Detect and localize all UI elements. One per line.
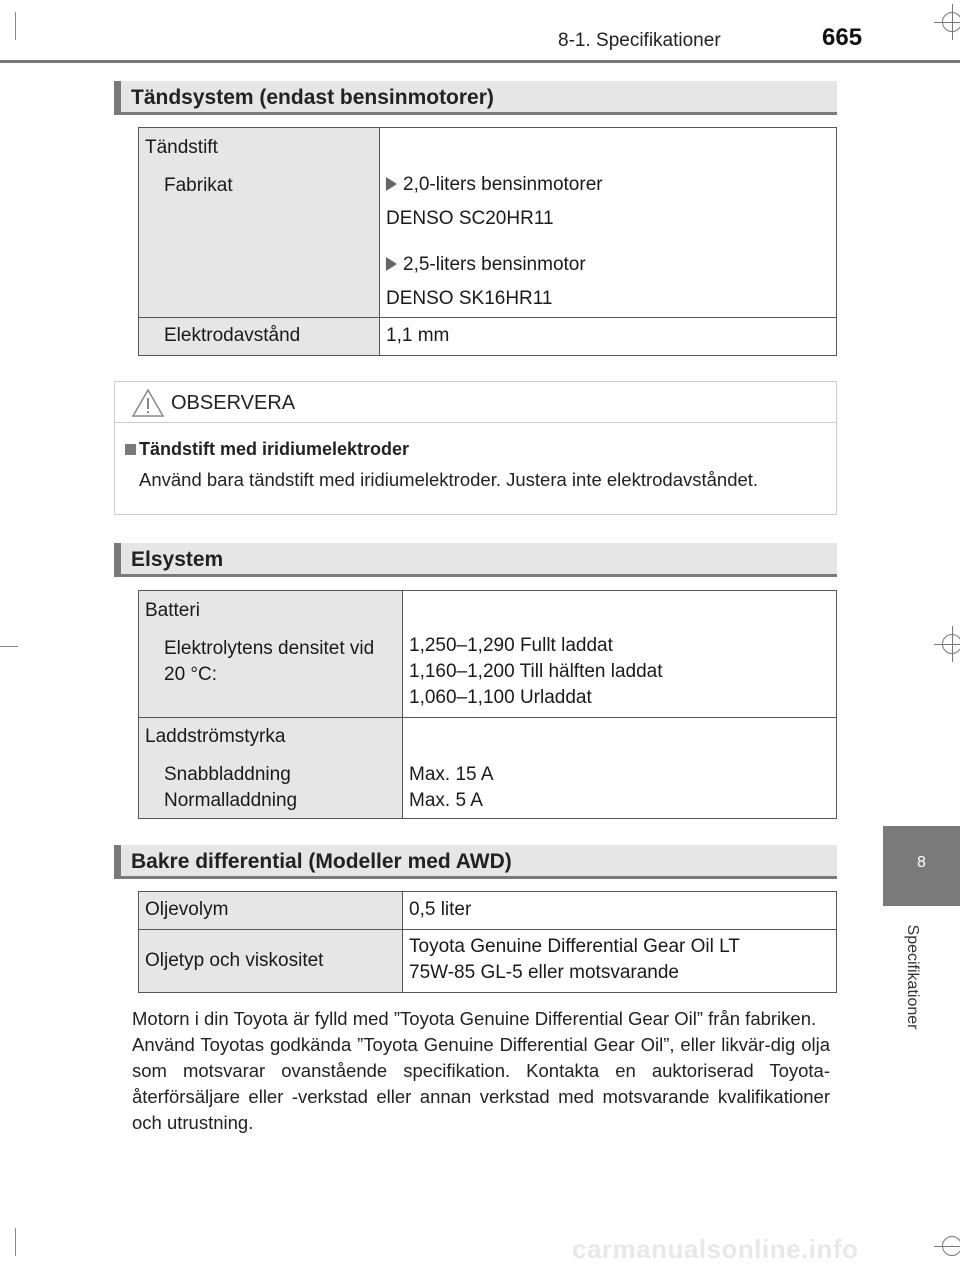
notice-body: Använd bara tändstift med iridiumelektroder. Justera inte elektrodavståndet. — [139, 469, 759, 490]
ignition-table — [138, 127, 837, 356]
registration-mark-line — [952, 626, 953, 662]
registration-mark-line — [934, 644, 960, 645]
notice-subtitle: Tändstift med iridiumelektroder — [139, 439, 410, 459]
oil-type-label: Oljetyp och viskositet — [145, 950, 324, 971]
section-header: 8-1. Specifikationer — [558, 30, 721, 51]
label-cell — [139, 892, 403, 930]
section-heading-ignition — [114, 81, 837, 115]
bullet-square-icon — [125, 444, 136, 455]
watermark: carmanualsonline.info — [572, 1234, 859, 1264]
crop-mark — [15, 1228, 16, 1256]
variant-2-row — [380, 232, 836, 278]
label-cell — [139, 318, 380, 356]
section-title: Bakre differential (Modeller med AWD) — [131, 850, 512, 873]
oil-type-value-2: 75W-85 GL-5 eller motsvarande — [409, 962, 679, 983]
value-cell — [380, 128, 837, 318]
variant-2-label: 2,5-liters bensinmotor — [403, 254, 586, 275]
value-cell — [403, 718, 837, 819]
density-value: 1,060–1,100 Urladdat — [409, 687, 592, 708]
differential-table — [138, 891, 837, 993]
value-cell — [403, 930, 837, 993]
crop-mark — [15, 12, 16, 40]
triangle-right-icon — [386, 177, 397, 191]
label-cell — [139, 718, 403, 819]
variant-1-row — [380, 128, 836, 198]
oil-volume-value: 0,5 liter — [409, 899, 472, 920]
variant-1-value: DENSO SC20HR11 — [386, 208, 554, 229]
crop-mark — [0, 646, 18, 647]
table-row — [139, 591, 837, 718]
oil-type-value-1: Toyota Genuine Differential Gear Oil LT — [409, 936, 740, 957]
normal-charge-value: Max. 5 A — [409, 790, 483, 811]
charge-label: Laddströmstyrka — [145, 726, 286, 747]
variant-2-value: DENSO SK16HR11 — [386, 288, 553, 309]
spark-plug-label: Tändstift — [145, 137, 218, 158]
triangle-right-icon — [386, 257, 397, 271]
table-row — [139, 318, 837, 356]
section-heading-differential — [114, 845, 837, 879]
value-cell — [403, 892, 837, 930]
oil-volume-label: Oljevolym — [145, 899, 229, 920]
notice-header — [115, 382, 836, 423]
registration-mark-line — [934, 1246, 960, 1247]
warning-icon — [131, 388, 165, 418]
table-row — [139, 892, 837, 930]
table-row — [139, 128, 837, 318]
density-value: 1,160–1,200 Till hälften laddat — [409, 661, 663, 682]
section-heading-electrical — [114, 543, 837, 577]
table-row — [139, 930, 837, 993]
fast-charge-value: Max. 15 A — [409, 764, 494, 785]
label-cell — [139, 591, 403, 718]
normal-charge-label: Normalladdning — [164, 790, 298, 811]
notice-box — [114, 381, 837, 515]
make-label: Fabrikat — [164, 175, 233, 196]
value-cell — [403, 591, 837, 718]
label-cell — [139, 128, 380, 318]
section-title: Tändsystem (endast bensinmotorer) — [131, 86, 494, 109]
section-title: Elsystem — [131, 548, 224, 571]
body-paragraph: Motorn i din Toyota är fylld med ”Toyota Genuine Differential Gear Oil” från fabriken. Använd Toyotas godkända ”Toyota Genuine Differential Gear Oil”, eller likvär-dig olja som motsvarar ovanstående specifikation. Kontakta en auktoriserad Toyota-återförsäljare eller -verkstad eller annan verkstad med motsvarande kvalifikationer och utrustning. — [132, 1008, 830, 1133]
chapter-label-wrap — [870, 918, 930, 1048]
variant-1-label: 2,0-liters bensinmotorer — [403, 174, 603, 195]
page-number: 665 — [822, 24, 863, 51]
registration-mark-line — [952, 4, 953, 40]
registration-mark-line — [934, 22, 960, 23]
value-cell — [380, 318, 837, 356]
chapter-number: 8 — [917, 854, 926, 871]
label-cell — [139, 930, 403, 993]
notice-title: OBSERVERA — [171, 392, 296, 414]
header-rule — [0, 60, 960, 63]
density-label-1: Elektrolytens densitet vid — [164, 638, 375, 659]
density-values — [403, 591, 836, 711]
fast-charge-label: Snabbladdning — [164, 764, 291, 785]
table-row — [139, 718, 837, 819]
gap-label: Elektrodavstånd — [164, 325, 301, 346]
density-value: 1,250–1,290 Fullt laddat — [409, 635, 613, 656]
density-label-2: 20 °C: — [164, 664, 218, 685]
chapter-tab — [883, 826, 960, 906]
chapter-label: Specifikationer — [904, 924, 921, 1030]
battery-label: Batteri — [145, 600, 200, 621]
electrical-table — [138, 590, 837, 819]
gap-value: 1,1 mm — [386, 325, 450, 346]
